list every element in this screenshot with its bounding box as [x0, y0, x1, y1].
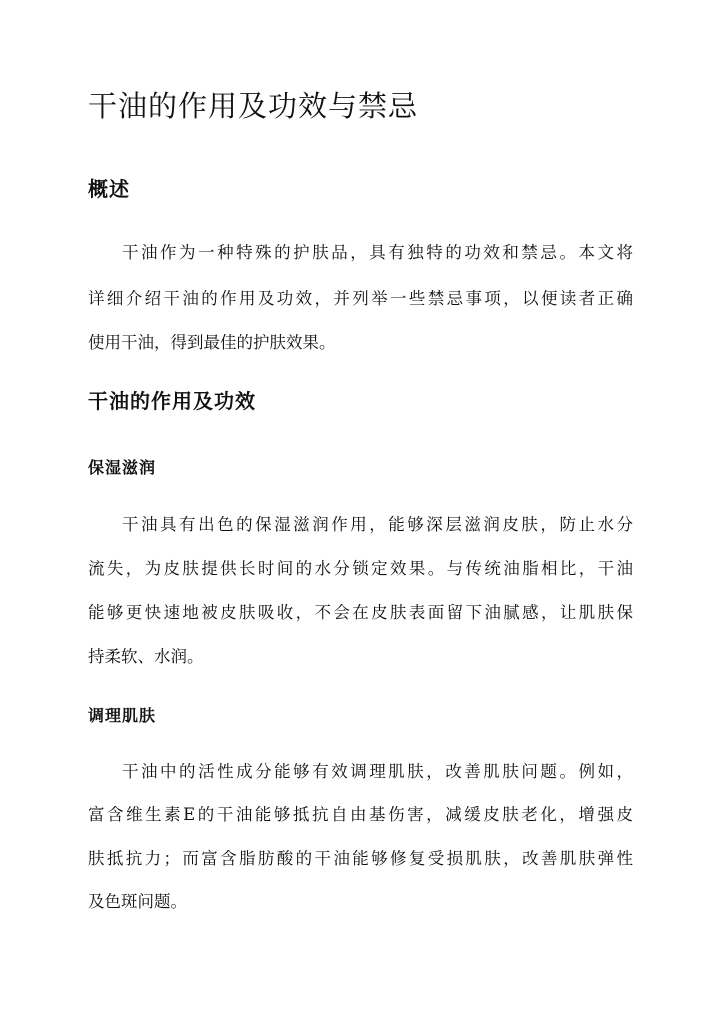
section-heading-overview: 概述 [88, 177, 130, 201]
conditioning-paragraph-line: 富含维生素E的干油能够抵抗自由基伤害，减缓皮肤老化，增强皮 [88, 805, 633, 824]
conditioning-paragraph-line: 及色斑问题。 [88, 892, 187, 911]
overview-paragraph-line: 干油作为一种特殊的护肤品，具有独特的功效和禁忌。本文将 [122, 243, 633, 262]
document-title: 干油的作用及功效与禁忌 [88, 89, 419, 123]
section-heading-effects: 干油的作用及功效 [88, 389, 256, 413]
moisturizing-paragraph-line: 能够更快速地被皮肤吸收，不会在皮肤表面留下油腻感，让肌肤保 [88, 603, 633, 622]
overview-paragraph-line: 使用干油，得到最佳的护肤效果。 [88, 333, 336, 352]
overview-paragraph-line: 详细介绍干油的作用及功效，并列举一些禁忌事项，以便读者正确 [88, 289, 633, 308]
subsection-heading-moisturizing: 保湿滋润 [88, 458, 157, 477]
conditioning-paragraph-line: 干油中的活性成分能够有效调理肌肤，改善肌肤问题。例如， [122, 762, 633, 781]
subsection-heading-skin-conditioning: 调理肌肤 [88, 706, 157, 725]
conditioning-paragraph-line: 肤抵抗力；而富含脂肪酸的干油能够修复受损肌肤，改善肌肤弹性 [88, 849, 633, 868]
moisturizing-paragraph-line: 持柔软、水润。 [88, 647, 204, 666]
moisturizing-paragraph-line: 流失，为皮肤提供长时间的水分锁定效果。与传统油脂相比，干油 [88, 559, 633, 578]
moisturizing-paragraph-line: 干油具有出色的保湿滋润作用，能够深层滋润皮肤，防止水分 [122, 515, 633, 534]
